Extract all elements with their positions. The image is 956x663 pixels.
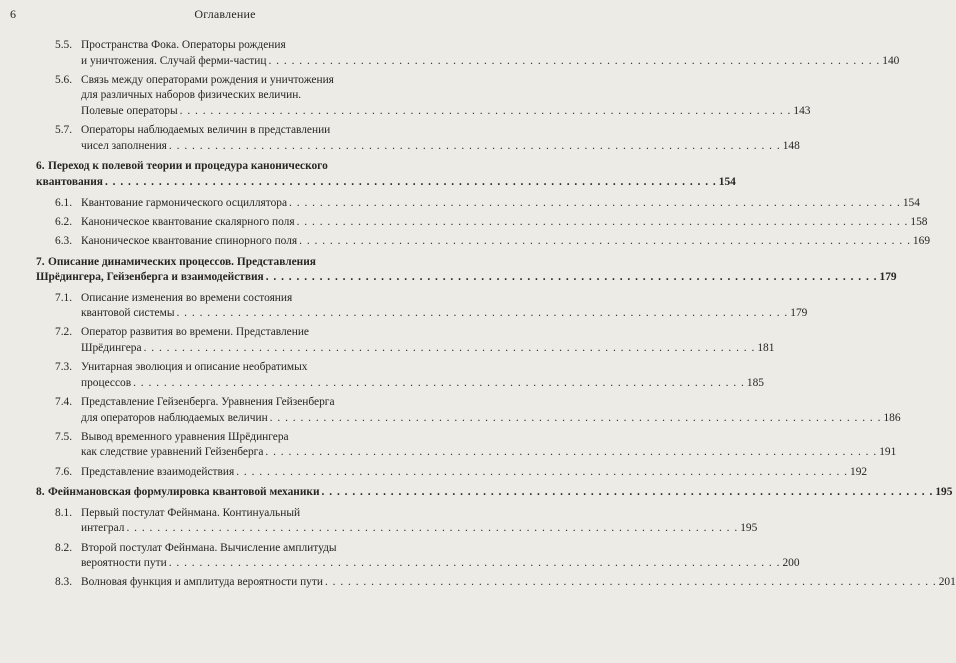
dot-leader: . . . . . . . . . . . . . . . . . . . . . . . . . . . . . . . . . . . . . . . . . . . . . . . . . . . . . . . . . . . . . . . . . . . . . . . . . . . . . . . .	[289, 196, 901, 209]
toc-page-number: 179	[879, 271, 897, 284]
toc-number: 7.1.	[55, 291, 73, 304]
toc-number: 7.5.	[55, 430, 73, 443]
toc-title-line: Шрёдингера . . . . . . . . . . . . . . . . . . . . . . . . . . . . . . . . . . . . . . . . . . . . . . . . . . . . . . . . . . . . . . . . . . . . . . . . . . . . . . . . 181	[81, 341, 428, 357]
toc-section	[0, 234, 931, 250]
toc-section	[0, 430, 897, 461]
dot-leader: . . . . . . . . . . . . . . . . . . . . . . . . . . . . . . . . . . . . . . . . . . . . . . . . . . . . . . . . . . . . . . . . . . . . . . . . . . . . . . . .	[321, 486, 934, 499]
dot-leader: . . . . . . . . . . . . . . . . . . . . . . . . . . . . . . . . . . . . . . . . . . . . . . . . . . . . . . . . . . . . . . . . . . . . . . . . . . . . . . . .	[296, 215, 909, 228]
toc-page-number: 140	[882, 54, 900, 67]
toc-page-number: 195	[935, 486, 953, 499]
toc-title-line: Полевые операторы . . . . . . . . . . . . . . . . . . . . . . . . . . . . . . . . . . . . . . . . . . . . . . . . . . . . . . . . . . . . . . . . . . . . . . . . . . . . . . . . 143	[81, 104, 428, 120]
toc-page-number: 154	[902, 196, 920, 209]
toc-title-line: Первый постулат Фейнмана. Континуальный	[81, 506, 301, 519]
toc-title-line: Каноническое квантование спинорного поля . . . . . . . . . . . . . . . . . . . . . . . . . . . . . . . . . . . . . . . . . . . . . . . . . . . . . . . . . . . . . . . . . . . . . . . . . . . . . . . . 169	[81, 234, 428, 250]
toc-title-line: Связь между операторами рождения и уничтожения	[81, 73, 334, 86]
toc-number: 6.1.	[55, 196, 73, 209]
dot-leader: . . . . . . . . . . . . . . . . . . . . . . . . . . . . . . . . . . . . . . . . . . . . . . . . . . . . . . . . . . . . . . . . . . . . . . . . . . . . . . . .	[176, 307, 789, 320]
toc-section	[0, 73, 811, 120]
toc-number: 8.2.	[55, 541, 73, 554]
toc-chapter	[0, 159, 736, 190]
dot-leader: . . . . . . . . . . . . . . . . . . . . . . . . . . . . . . . . . . . . . . . . . . . . . . . . . . . . . . . . . . . . . . . . . . . . . . . . . . . . . . . .	[168, 139, 781, 152]
toc-number: 7.3.	[55, 361, 73, 374]
toc-section	[0, 575, 956, 591]
toc-page-number: 179	[790, 307, 808, 320]
toc-page-number: 143	[793, 104, 811, 117]
toc-title-line: вероятности пути . . . . . . . . . . . . . . . . . . . . . . . . . . . . . . . . . . . . . . . . . . . . . . . . . . . . . . . . . . . . . . . . . . . . . . . . . . . . . . . . 200	[81, 556, 428, 572]
dot-leader: . . . . . . . . . . . . . . . . . . . . . . . . . . . . . . . . . . . . . . . . . . . . . . . . . . . . . . . . . . . . . . . . . . . . . . . . . . . . . . . .	[268, 54, 881, 67]
toc-title-line: Фейнмановская формулировка квантовой механики . . . . . . . . . . . . . . . . . . . . . . . . . . . . . . . . . . . . . . . . . . . . . . . . . . . . . . . . . . . . . . . . . . . . . . . . . . . . . . . . 195	[36, 485, 428, 501]
toc-title-line: как следствие уравнений Гейзенберга . . . . . . . . . . . . . . . . . . . . . . . . . . . . . . . . . . . . . . . . . . . . . . . . . . . . . . . . . . . . . . . . . . . . . . . . . . . . . . . . 191	[81, 445, 428, 461]
toc-section	[0, 291, 808, 322]
toc-title-line: квантования . . . . . . . . . . . . . . . . . . . . . . . . . . . . . . . . . . . . . . . . . . . . . . . . . . . . . . . . . . . . . . . . . . . . . . . . . . . . . . . . 154	[36, 175, 428, 191]
toc-page-number: 181	[757, 342, 775, 355]
toc-page-number: 201	[938, 576, 956, 589]
dot-leader: . . . . . . . . . . . . . . . . . . . . . . . . . . . . . . . . . . . . . . . . . . . . . . . . . . . . . . . . . . . . . . . . . . . . . . . . . . . . . . . .	[269, 411, 882, 424]
page-number: 6	[10, 7, 16, 21]
toc-title-line: Вывод временного уравнения Шрёдингера	[81, 430, 289, 443]
toc-title-line: Описание динамических процессов. Представления	[48, 255, 316, 268]
toc-number: 5.5.	[55, 39, 73, 51]
toc-title-line: Операторы наблюдаемых величин в представлении	[81, 124, 331, 137]
toc-title-line: для различных наборов физических величин.	[81, 89, 302, 102]
toc-section	[0, 196, 920, 212]
toc-number: 7.	[36, 255, 45, 268]
dot-leader: . . . . . . . . . . . . . . . . . . . . . . . . . . . . . . . . . . . . . . . . . . . . . . . . . . . . . . . . . . . . . . . . . . . . . . . . . . . . . . . .	[168, 557, 781, 570]
dot-leader: . . . . . . . . . . . . . . . . . . . . . . . . . . . . . . . . . . . . . . . . . . . . . . . . . . . . . . . . . . . . . . . . . . . . . . . . . . . . . . . .	[265, 271, 878, 284]
dot-leader: . . . . . . . . . . . . . . . . . . . . . . . . . . . . . . . . . . . . . . . . . . . . . . . . . . . . . . . . . . . . . . . . . . . . . . . . . . . . . . . .	[265, 446, 878, 459]
toc-number: 5.6.	[55, 73, 73, 86]
dot-leader: . . . . . . . . . . . . . . . . . . . . . . . . . . . . . . . . . . . . . . . . . . . . . . . . . . . . . . . . . . . . . . . . . . . . . . . . . . . . . . . .	[324, 576, 937, 589]
toc-section	[0, 38, 900, 69]
toc-title-line: Волновая функция и амплитуда вероятности пути . . . . . . . . . . . . . . . . . . . . . . . . . . . . . . . . . . . . . . . . . . . . . . . . . . . . . . . . . . . . . . . . . . . . . . . . . . . . . . . . 201	[81, 575, 428, 591]
toc-page-number: 169	[912, 234, 931, 247]
toc-title-line: Представление взаимодействия . . . . . . . . . . . . . . . . . . . . . . . . . . . . . . . . . . . . . . . . . . . . . . . . . . . . . . . . . . . . . . . . . . . . . . . . . . . . . . . . 192	[81, 465, 428, 481]
toc-page-number: 148	[782, 139, 800, 152]
toc-section	[0, 395, 901, 426]
toc-section	[0, 325, 775, 356]
toc-page-number: 154	[718, 175, 736, 188]
toc-chapter	[0, 485, 953, 501]
toc-title-line: Шрёдингера, Гейзенберга и взаимодействия . . . . . . . . . . . . . . . . . . . . . . . . . . . . . . . . . . . . . . . . . . . . . . . . . . . . . . . . . . . . . . . . . . . . . . . . . . . . . . . . 179	[36, 270, 428, 286]
toc-title-line: Описание изменения во времени состояния	[81, 291, 293, 304]
dot-leader: . . . . . . . . . . . . . . . . . . . . . . . . . . . . . . . . . . . . . . . . . . . . . . . . . . . . . . . . . . . . . . . . . . . . . . . . . . . . . . . .	[126, 522, 739, 535]
toc-page-number: 195	[740, 522, 758, 535]
toc-title-line: Второй постулат Фейнмана. Вычисление амплитуды	[81, 541, 337, 554]
toc-number: 5.7.	[55, 124, 73, 137]
toc-number: 8.3.	[55, 576, 73, 589]
toc-number: 7.6.	[55, 465, 73, 478]
toc-title-line: Переход к полевой теории и процедура канонического	[48, 160, 328, 173]
dot-leader: . . . . . . . . . . . . . . . . . . . . . . . . . . . . . . . . . . . . . . . . . . . . . . . . . . . . . . . . . . . . . . . . . . . . . . . . . . . . . . . .	[104, 175, 717, 188]
toc-page-number: 186	[883, 411, 901, 424]
toc-section	[0, 465, 868, 481]
toc-page-number: 158	[910, 215, 928, 228]
toc-number: 6.2.	[55, 215, 73, 228]
toc-section	[0, 506, 758, 537]
dot-leader: . . . . . . . . . . . . . . . . . . . . . . . . . . . . . . . . . . . . . . . . . . . . . . . . . . . . . . . . . . . . . . . . . . . . . . . . . . . . . . . .	[299, 234, 911, 247]
toc-title-line: Квантование гармонического осциллятора . . . . . . . . . . . . . . . . . . . . . . . . . . . . . . . . . . . . . . . . . . . . . . . . . . . . . . . . . . . . . . . . . . . . . . . . . . . . . . . . 154	[81, 196, 428, 212]
toc-title-line: и уничтожения. Случай ферми-частиц . . . . . . . . . . . . . . . . . . . . . . . . . . . . . . . . . . . . . . . . . . . . . . . . . . . . . . . . . . . . . . . . . . . . . . . . . . . . . . . . 140	[81, 54, 428, 70]
toc-chapter	[0, 255, 897, 286]
table-of-contents	[0, 38, 956, 591]
toc-title-line: процессов . . . . . . . . . . . . . . . . . . . . . . . . . . . . . . . . . . . . . . . . . . . . . . . . . . . . . . . . . . . . . . . . . . . . . . . . . . . . . . . . 185	[81, 376, 428, 392]
toc-section	[0, 215, 928, 231]
toc-section	[0, 123, 800, 154]
toc-section	[0, 360, 764, 391]
dot-leader: . . . . . . . . . . . . . . . . . . . . . . . . . . . . . . . . . . . . . . . . . . . . . . . . . . . . . . . . . . . . . . . . . . . . . . . . . . . . . . . .	[179, 104, 792, 117]
toc-title-line: чисел заполнения . . . . . . . . . . . . . . . . . . . . . . . . . . . . . . . . . . . . . . . . . . . . . . . . . . . . . . . . . . . . . . . . . . . . . . . . . . . . . . . . 148	[81, 139, 428, 155]
toc-title-line: интеграл . . . . . . . . . . . . . . . . . . . . . . . . . . . . . . . . . . . . . . . . . . . . . . . . . . . . . . . . . . . . . . . . . . . . . . . . . . . . . . . . 195	[81, 521, 428, 537]
toc-title-line: Оператор развития во времени. Представление	[81, 326, 309, 339]
toc-number: 8.1.	[55, 506, 73, 519]
toc-page-number: 185	[746, 376, 764, 389]
dot-leader: . . . . . . . . . . . . . . . . . . . . . . . . . . . . . . . . . . . . . . . . . . . . . . . . . . . . . . . . . . . . . . . . . . . . . . . . . . . . . . . .	[133, 376, 745, 389]
toc-section	[0, 541, 800, 572]
toc-page-number: 191	[879, 446, 897, 459]
toc-number: 6.	[36, 160, 45, 173]
toc-title-line: Каноническое квантование скалярного поля . . . . . . . . . . . . . . . . . . . . . . . . . . . . . . . . . . . . . . . . . . . . . . . . . . . . . . . . . . . . . . . . . . . . . . . . . . . . . . . . 158	[81, 215, 428, 231]
toc-number: 7.4.	[55, 396, 73, 409]
toc-number: 6.3.	[55, 234, 73, 247]
toc-title-line: для операторов наблюдаемых величин . . . . . . . . . . . . . . . . . . . . . . . . . . . . . . . . . . . . . . . . . . . . . . . . . . . . . . . . . . . . . . . . . . . . . . . . . . . . . . . . 186	[81, 411, 428, 427]
toc-title-line: Представление Гейзенберга. Уравнения Гейзенберга	[81, 396, 335, 409]
toc-title-line: Унитарная эволюция и описание необратимых	[81, 361, 308, 374]
toc-title-line: квантовой системы . . . . . . . . . . . . . . . . . . . . . . . . . . . . . . . . . . . . . . . . . . . . . . . . . . . . . . . . . . . . . . . . . . . . . . . . . . . . . . . . 179	[81, 306, 428, 322]
running-title: Оглавление	[194, 7, 256, 21]
toc-title-line: Пространства Фока. Операторы рождения	[81, 39, 286, 51]
toc-page-number: 192	[850, 465, 868, 478]
dot-leader: . . . . . . . . . . . . . . . . . . . . . . . . . . . . . . . . . . . . . . . . . . . . . . . . . . . . . . . . . . . . . . . . . . . . . . . . . . . . . . . .	[143, 342, 756, 355]
toc-page-number: 200	[782, 557, 800, 570]
dot-leader: . . . . . . . . . . . . . . . . . . . . . . . . . . . . . . . . . . . . . . . . . . . . . . . . . . . . . . . . . . . . . . . . . . . . . . . . . . . . . . . .	[236, 465, 848, 478]
toc-number: 8.	[36, 486, 45, 499]
toc-number: 7.2.	[55, 326, 73, 339]
